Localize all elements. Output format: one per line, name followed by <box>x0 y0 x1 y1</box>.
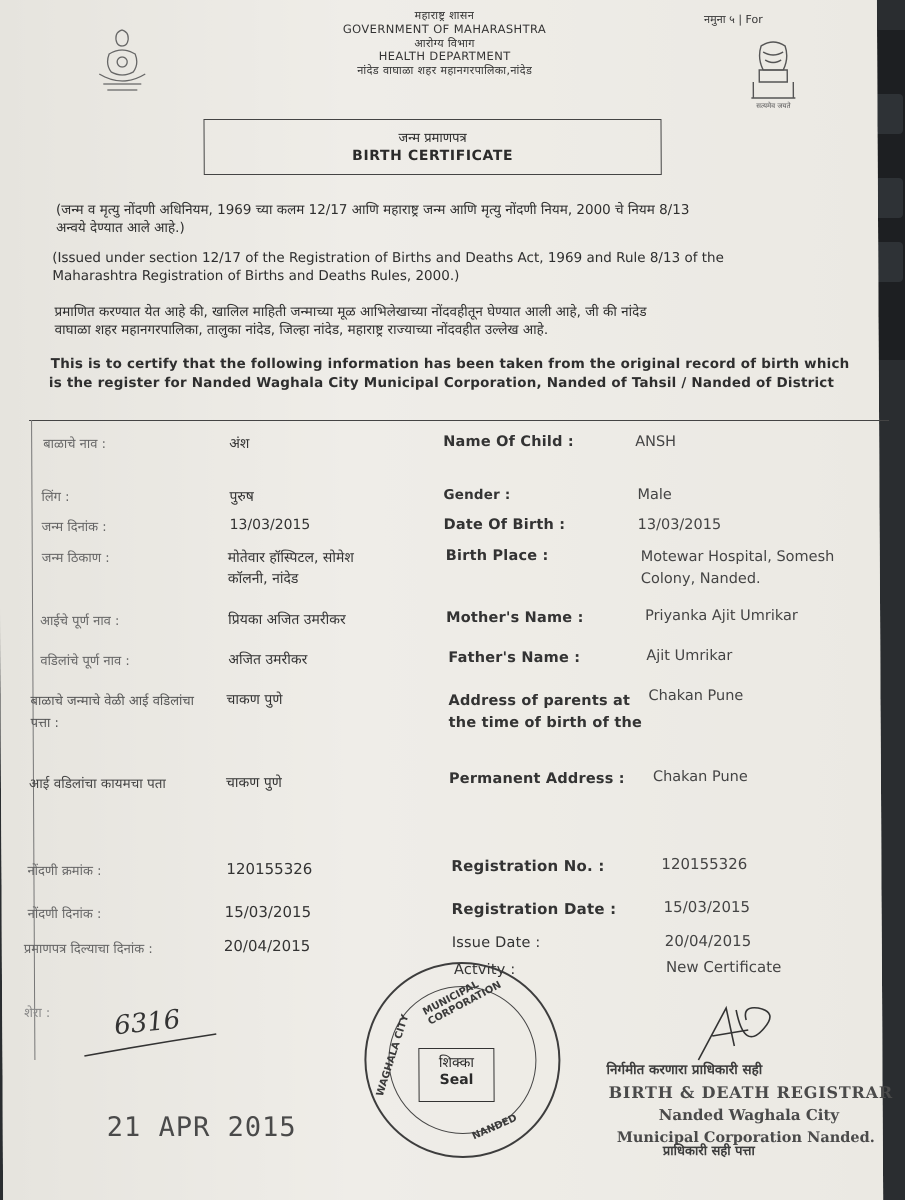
field-value-mr: 15/03/2015 <box>224 903 312 921</box>
table-left-rule <box>31 420 35 1060</box>
field-value-en: Male <box>637 487 672 503</box>
certificate-title-en: BIRTH CERTIFICATE <box>352 148 514 164</box>
field-value-en: 15/03/2015 <box>663 898 751 916</box>
field-label-en: Registration Date : <box>451 900 617 918</box>
registrar-line-mr: निर्गमीत करणारा प्राधिकारी सही <box>606 1062 763 1078</box>
date-stamp: 21 APR 2015 <box>106 1112 297 1143</box>
field-label-en: Birth Place : <box>445 548 549 564</box>
field-value-mr: पुरुष <box>229 489 254 505</box>
field-value-en: Chakan Pune <box>652 769 748 785</box>
corporation-seal <box>364 962 561 1158</box>
field-value-en: 20/04/2015 <box>664 932 752 950</box>
emblem-caption: सत्यमेव जयते <box>756 102 791 110</box>
field-label-en: Registration No. : <box>451 857 605 875</box>
field-label-mr: नोंदणी दिनांक : <box>27 907 102 922</box>
field-value-en: ANSH <box>635 434 677 450</box>
certify-mr-line2: वाघाळा शहर महानगरपालिका, तालुका नांदेड, जिल्हा नांदेड, महाराष्ट्र राज्याच्या नोंदवहीत उल्लेख आहे. <box>54 322 549 338</box>
seal-left-text: WAGHALA CITY <box>374 1013 412 1098</box>
act-reference-en-line2: Maharashtra Registration of Births and Deaths Rules, 2000.) <box>52 268 460 284</box>
field-label-mr: आईचे पूर्ण नाव : <box>40 614 120 629</box>
field-value-en: Priyanka Ajit Umrikar <box>645 608 798 624</box>
field-value-mr: अंश <box>229 436 250 452</box>
dept-title-en: HEALTH DEPARTMENT <box>378 49 511 63</box>
corporation-title-mr: नांदेड वाघाळा शहर महानगरपालिका,नांदेड <box>357 64 533 77</box>
registrar-title: BIRTH & DEATH REGISTRAR <box>608 1083 893 1102</box>
field-value-mr: 20/04/2015 <box>223 937 311 955</box>
field-label-en: Permanent Address : <box>448 771 625 787</box>
handwritten-underline <box>80 1030 220 1060</box>
field-value-mr: चाकण पुणे <box>226 692 283 708</box>
field-label-mr: नोंदणी क्रमांक : <box>27 864 102 879</box>
field-label-mr: वडिलांचे पूर्ण नाव : <box>40 654 130 669</box>
field-value-en: Motewar Hospital, Somesh Colony, Nanded. <box>640 549 835 587</box>
field-label-en: Gender : <box>443 487 511 503</box>
table-top-rule <box>29 420 889 421</box>
field-value-en: Ajit Umrikar <box>646 648 733 664</box>
field-value-mr: प्रियका अजित उमरीकर <box>228 612 346 628</box>
field-value-mr: चाकण पुणे <box>225 775 282 791</box>
field-label-mr: जन्म दिनांक : <box>41 520 107 535</box>
handwritten-number: 6316 <box>112 1004 182 1042</box>
act-reference-en-line1: (Issued under section 12/17 of the Registration of Births and Deaths Act, 1969 and Rule 8/13 of the <box>52 250 724 266</box>
field-label-mr: बाळाचे जन्माचे वेळी आई वडिलांचा पत्ता : <box>30 694 195 731</box>
field-value-mr: 13/03/2015 <box>229 517 311 533</box>
field-label-en: Actvity : <box>453 962 516 978</box>
certify-mr-line1: प्रमाणित करण्यात येत आहे की, खालिल माहिती जन्माच्या मूळ आभिलेखाच्या नोंदवहीतून घेण्यात आली आहे, जी की नांदेड <box>54 304 647 320</box>
field-label-en: Name Of Child : <box>443 434 574 450</box>
act-reference-mr-line1: (जन्म व मृत्यु नोंदणी अधिनियम, 1969 च्या कलम 12/17 आणि महाराष्ट्र जन्म आणि मृत्यु नोंदणी नियम, 2000 चे नियम 8/13 <box>55 202 690 218</box>
certify-en-line2: is the register for Nanded Waghala City Municipal Corporation, Nanded of Tahsil / Nanded of District <box>48 375 835 391</box>
form-number: नमुना ५ | For <box>703 13 763 26</box>
field-label-en: Address of parents at the time of birth of the <box>448 693 643 731</box>
field-value-en: New Certificate <box>665 958 782 976</box>
certify-en-line1: This is to certify that the following information has been taken from the original record of birth which <box>50 356 850 372</box>
field-label-mr: जन्म ठिकाण : <box>41 551 110 566</box>
act-reference-mr-line2: अन्वये देण्यात आले आहे.) <box>56 220 185 236</box>
field-label-en: Issue Date : <box>451 935 541 951</box>
field-value-en: 13/03/2015 <box>637 517 722 533</box>
certificate-title-box <box>203 119 661 175</box>
field-label-en: Mother's Name : <box>446 610 584 626</box>
field-label-en: Date Of Birth : <box>443 517 566 533</box>
field-label-mr: आई वडिलांचा कायमचा पता <box>28 776 166 792</box>
registrar-city: Nanded Waghala City <box>658 1106 840 1124</box>
seal-center-box <box>418 1048 494 1102</box>
field-label-mr: प्रमाणपत्र दिल्याचा दिनांक : <box>23 942 153 957</box>
seal-top-text: MUNICIPAL CORPORATION <box>421 979 504 1028</box>
seal-center-mr: शिक्का <box>438 1055 475 1071</box>
gov-title-en: GOVERNMENT OF MAHARASHTRA <box>342 22 547 36</box>
field-value-en: 120155326 <box>661 855 748 873</box>
gov-title-mr: महाराष्ट्र शासन <box>414 9 475 22</box>
remarks-label: शेरा : <box>24 1006 51 1021</box>
seal-center-en: Seal <box>439 1072 474 1088</box>
field-value-mr: मोतेवार हॉस्पिटल, सोमेश कॉलनी, नांदेड <box>227 550 354 587</box>
field-value-mr: 120155326 <box>226 860 313 878</box>
registrar-line-mr2: प्राधिकारी सही पत्ता <box>662 1144 755 1159</box>
field-value-mr: अजित उमरीकर <box>228 652 308 668</box>
field-value-en: Chakan Pune <box>648 688 744 704</box>
registrar-corporation: Municipal Corporation Nanded. <box>616 1129 875 1146</box>
field-label-en: Father's Name : <box>448 650 581 666</box>
seal-bottom-text: NANDED <box>470 1112 519 1143</box>
field-label-mr: लिंग : <box>41 490 70 505</box>
certificate-title-mr: जन्म प्रमाणपत्र <box>398 131 467 146</box>
dept-title-mr: आरोग्य विभाग <box>414 37 475 50</box>
field-label-mr: बाळाचे नाव : <box>43 437 106 452</box>
